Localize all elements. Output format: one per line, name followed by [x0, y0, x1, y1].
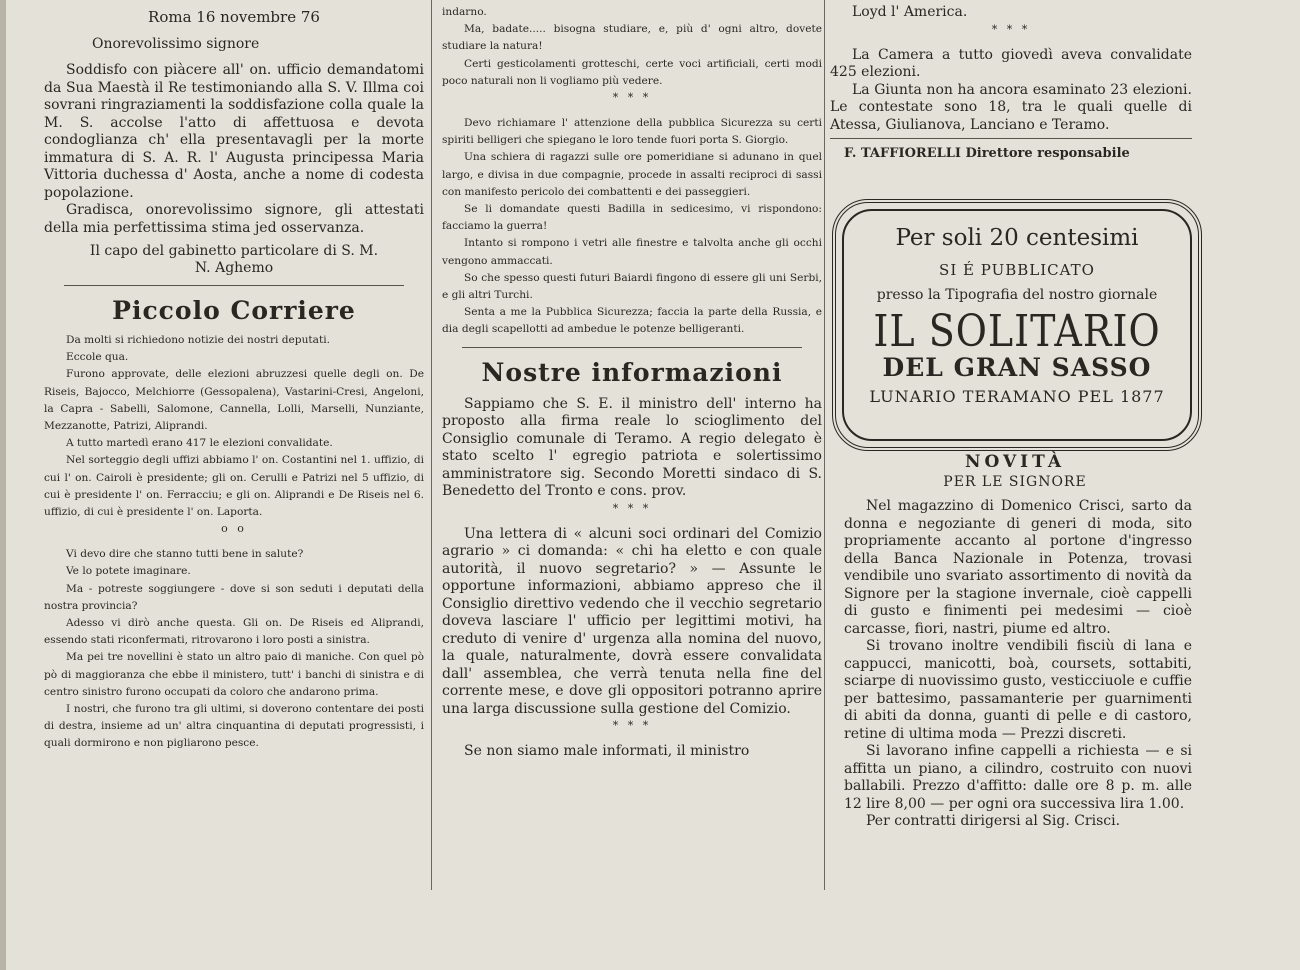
article-paragraph: Si lavorano infine cappelli a richiesta — e si affitta un piano, a cilindro, costruito con nuovi ballabili. Prezzo d'affitto: dalle ore 8 p. m. alle 12 lire 8,00 — per ogni ora successiva lira 1.00. [844, 743, 1192, 812]
letter-paragraph: Gradisca, onorevolissimo signore, gli attestati della mia perfettissima stima jed osservanza. [44, 202, 424, 236]
article-paragraph: Certi gesticolamenti grotteschi, certe voci artificiali, certi modi poco naturali non li vogliamo più vedere. [442, 57, 822, 87]
article-paragraph: Una schiera di ragazzi sulle ore pomeridiane si adunano in quel largo, e divisa in due compagnie, procede in assalti reciproci di sassi con manifesto pericolo dei combattenti e dei passeggieri. [442, 151, 822, 198]
article-paragraph: Ma pei tre novellini è stato un altro paio di maniche. Con quel pò pò di maggioranza che ebbe il ministero, tutt' i banchi di sinistra e di centro sinistro furono occupati da coloro che andarono prima. [44, 651, 424, 698]
ad-presso: presso la Tipografia del nostro giornale [876, 287, 1158, 303]
salutation: Onorevolissimo signore [92, 36, 260, 52]
section-rule [462, 347, 802, 348]
ad-title: IL SOLITARIO [873, 305, 1161, 357]
article-paragraph: Sappiamo che S. E. il ministro dell' interno ha proposto alla firma reale lo scioglimento del Consiglio comunale di Teramo. A regio delegato è stato scelto l' egregio patriota e solertissimo amministratore sig. Secondo Moretti sindaco di S. Benedetto del Tronto e cons. prov. [442, 395, 822, 500]
article-paragraph: Loyd l' America. [852, 4, 968, 20]
article-paragraph: Se non siamo male informati, il ministro [464, 743, 750, 760]
signature-title: Il capo del gabinetto particolare di S. M. [89, 243, 379, 259]
signature-name: N. Aghemo [194, 260, 274, 276]
section-heading-nostre-informazioni: Nostre informazioni [481, 357, 783, 387]
article-paragraph: Eccole qua. [66, 351, 129, 364]
section-rule [64, 285, 404, 286]
article-paragraph: Per contratti dirigersi al Sig. Crisci. [866, 813, 1121, 829]
ad-price: Per soli 20 centesimi [895, 225, 1139, 251]
star-separator: * * * [612, 501, 652, 515]
article-paragraph: Ma, badate..... bisogna studiare, e, più d' ogni altro, dovete studiare la natura! [442, 23, 822, 53]
article-paragraph: Devo richiamare l' attenzione della pubblica Sicurezza su certi spiriti belligeri che spiegano le loro tende fuori porta S. Giorgio. [442, 117, 822, 147]
article-paragraph: I nostri, che furono tra gli ultimi, si doverono contentare dei posti di destra, insieme ad un' altra cinquantina di deputati progressisti, i quali dormirono e non pigliarono pesce. [44, 703, 424, 750]
dateline: Roma 16 novembre 76 [148, 8, 320, 26]
advertisement-frame [832, 199, 1202, 451]
star-separator: * * * [612, 91, 652, 105]
article-paragraph: Nel sorteggio degli uffizi abbiamo l' on. Costantini nel 1. uffizio, di cui l' on. Cairoli è presidente; gli on. Cerulli e Patrizi nel 5 uffizio, di cui è presidente l' on. Ferracciu; e gli on. Aliprandi e De Riseis nel 6. uffizio, di cui è presidente l' on. Laporta. [44, 454, 424, 519]
article-paragraph: Adesso vi dirò anche questa. Gli on. De Riseis ed Aliprandi, essendo stati riconfermati, ritrovarono i loro posti a sinistra. [44, 617, 424, 647]
ad-lunario: LUNARIO TERAMANO PEL 1877 [869, 387, 1165, 406]
article-paragraph: Nel magazzino di Domenico Crisci, sarto da donna e negoziante di generi di moda, sito propriamente accanto al portone d'ingresso della Banca Nazionale in Potenza, trovasi vendibile uno svariato assortimento di novità da Signore per la stagione invernale, cioè cappelli di gusto e finimenti pei medesimi — cioè carcasse, fiori, nastri, piume ed altro. [844, 498, 1192, 637]
section-rule [830, 138, 1192, 139]
star-separator: * * * [991, 22, 1031, 36]
column-divider-1 [431, 0, 432, 890]
article-paragraph: Ma - potreste soggiungere - dove si son seduti i deputati della nostra provincia? [44, 582, 424, 612]
article-paragraph: Senta a me la Pubblica Sicurezza; faccia la parte della Russia, e dia degli scapellotti ad ambedue le potenze belligeranti. [442, 306, 822, 336]
novita-body [844, 498, 1192, 831]
column-divider-2 [824, 0, 825, 890]
ad-subtitle: DEL GRAN SASSO [882, 353, 1152, 382]
novita-heading: NOVITÀ [964, 452, 1066, 472]
article-paragraph: indarno. [442, 6, 487, 18]
article-paragraph: Vi devo dire che stanno tutti bene in salute? [66, 548, 304, 561]
article-paragraph: A tutto martedì erano 417 le elezioni convalidate. [66, 437, 333, 450]
article-paragraph: Una lettera di « alcuni soci ordinari del Comizio agrario » ci domanda: « chi ha eletto e con quale autorità, il nuovo segretario? » — Assunte le opportune informazioni, abbiamo appreso che il Consiglio direttivo vedendo che il vecchio segretario doveva lasciare l' ufficio per legittimi motivi, ha creduto di venire d' urgenza alla nomina del nuovo, la quale, naturalmente, dovrà essere convalidata dall' assemblea, che verrà tenuta nella fine del corrente mese, e dove gli oppositori potranno aprire una larga discussione sulla gestione del Comizio. [442, 525, 822, 717]
article-paragraph: La Giunta non ha ancora esaminato 23 elezioni. Le contestate sono 18, tra le quali quelle di Atessa, Giulianova, Lanciano e Teramo. [830, 81, 1192, 133]
article-paragraph: Si trovano inoltre vendibili fisciù di lana e cappucci, manicotti, boà, coursets, sottabiti, sciarpe di nuovissimo gusto, vesticciuole e cuffie per battesimo, passamanterie per guarnimenti di abiti da donna, guanti di pelle e di castoro, retine di ultima moda — Prezzi discreti. [844, 638, 1192, 742]
article-paragraph: Se li domandate questi Badilla in sedicesimo, vi rispondono: facciamo la guerra! [442, 203, 822, 233]
article-paragraph: La Camera a tutto giovedì aveva convalidate 425 elezioni. [830, 46, 1192, 80]
ad-published: SI É PUBBLICATO [939, 261, 1095, 279]
star-separator: * * * [612, 719, 652, 733]
director-credit: F. TAFFIORELLI Direttore responsabile [844, 146, 1130, 161]
section-heading-piccolo-corriere: Piccolo Corriere [112, 296, 356, 325]
article-paragraph: Intanto si rompono i vetri alle finestre e talvolta anche gli occhi vengono ammaccati. [442, 237, 822, 267]
article-paragraph: Furono approvate, delle elezioni abruzzesi quelle degli on. De Riseis, Bajocco, Melchiorre (Gessopalena), Vastarini-Cresi, Angeloni, la Capra - Sabelli, Salomone, Cannella, Lolli, Marselli, Nunziante, Mezzanotte, Patrizi, Aliprandi. [44, 368, 424, 433]
article-paragraph: So che spesso questi futuri Baiardi fingono di essere gli uni Serbi, e gli altri Turchi. [442, 271, 822, 302]
letter-paragraph: Soddisfo con piàcere all' on. ufficio demandatomi da Sua Maestà il Re testimoniando alla S. V. Illma coi sovrani ringraziamenti la soddisfazione colla quale la M. S. accolse l'atto di affettuosa e devota condoglianza ch' ella presentavagli per la morte immatura di S. A. R. l' Augusta principessa Maria Vittoria duchessa d' Aosta, anche a nome di codesta popolazione. [44, 62, 424, 201]
ornament-separator: o o [221, 522, 247, 536]
article-paragraph: Da molti si richiedono notizie dei nostri deputati. [66, 334, 331, 346]
column-left [44, 0, 424, 753]
page-binding-edge [0, 0, 6, 970]
novita-subheading: PER LE SIGNORE [943, 474, 1087, 490]
column-middle [442, 0, 822, 761]
article-paragraph: Ve lo potete imaginare. [66, 565, 191, 578]
